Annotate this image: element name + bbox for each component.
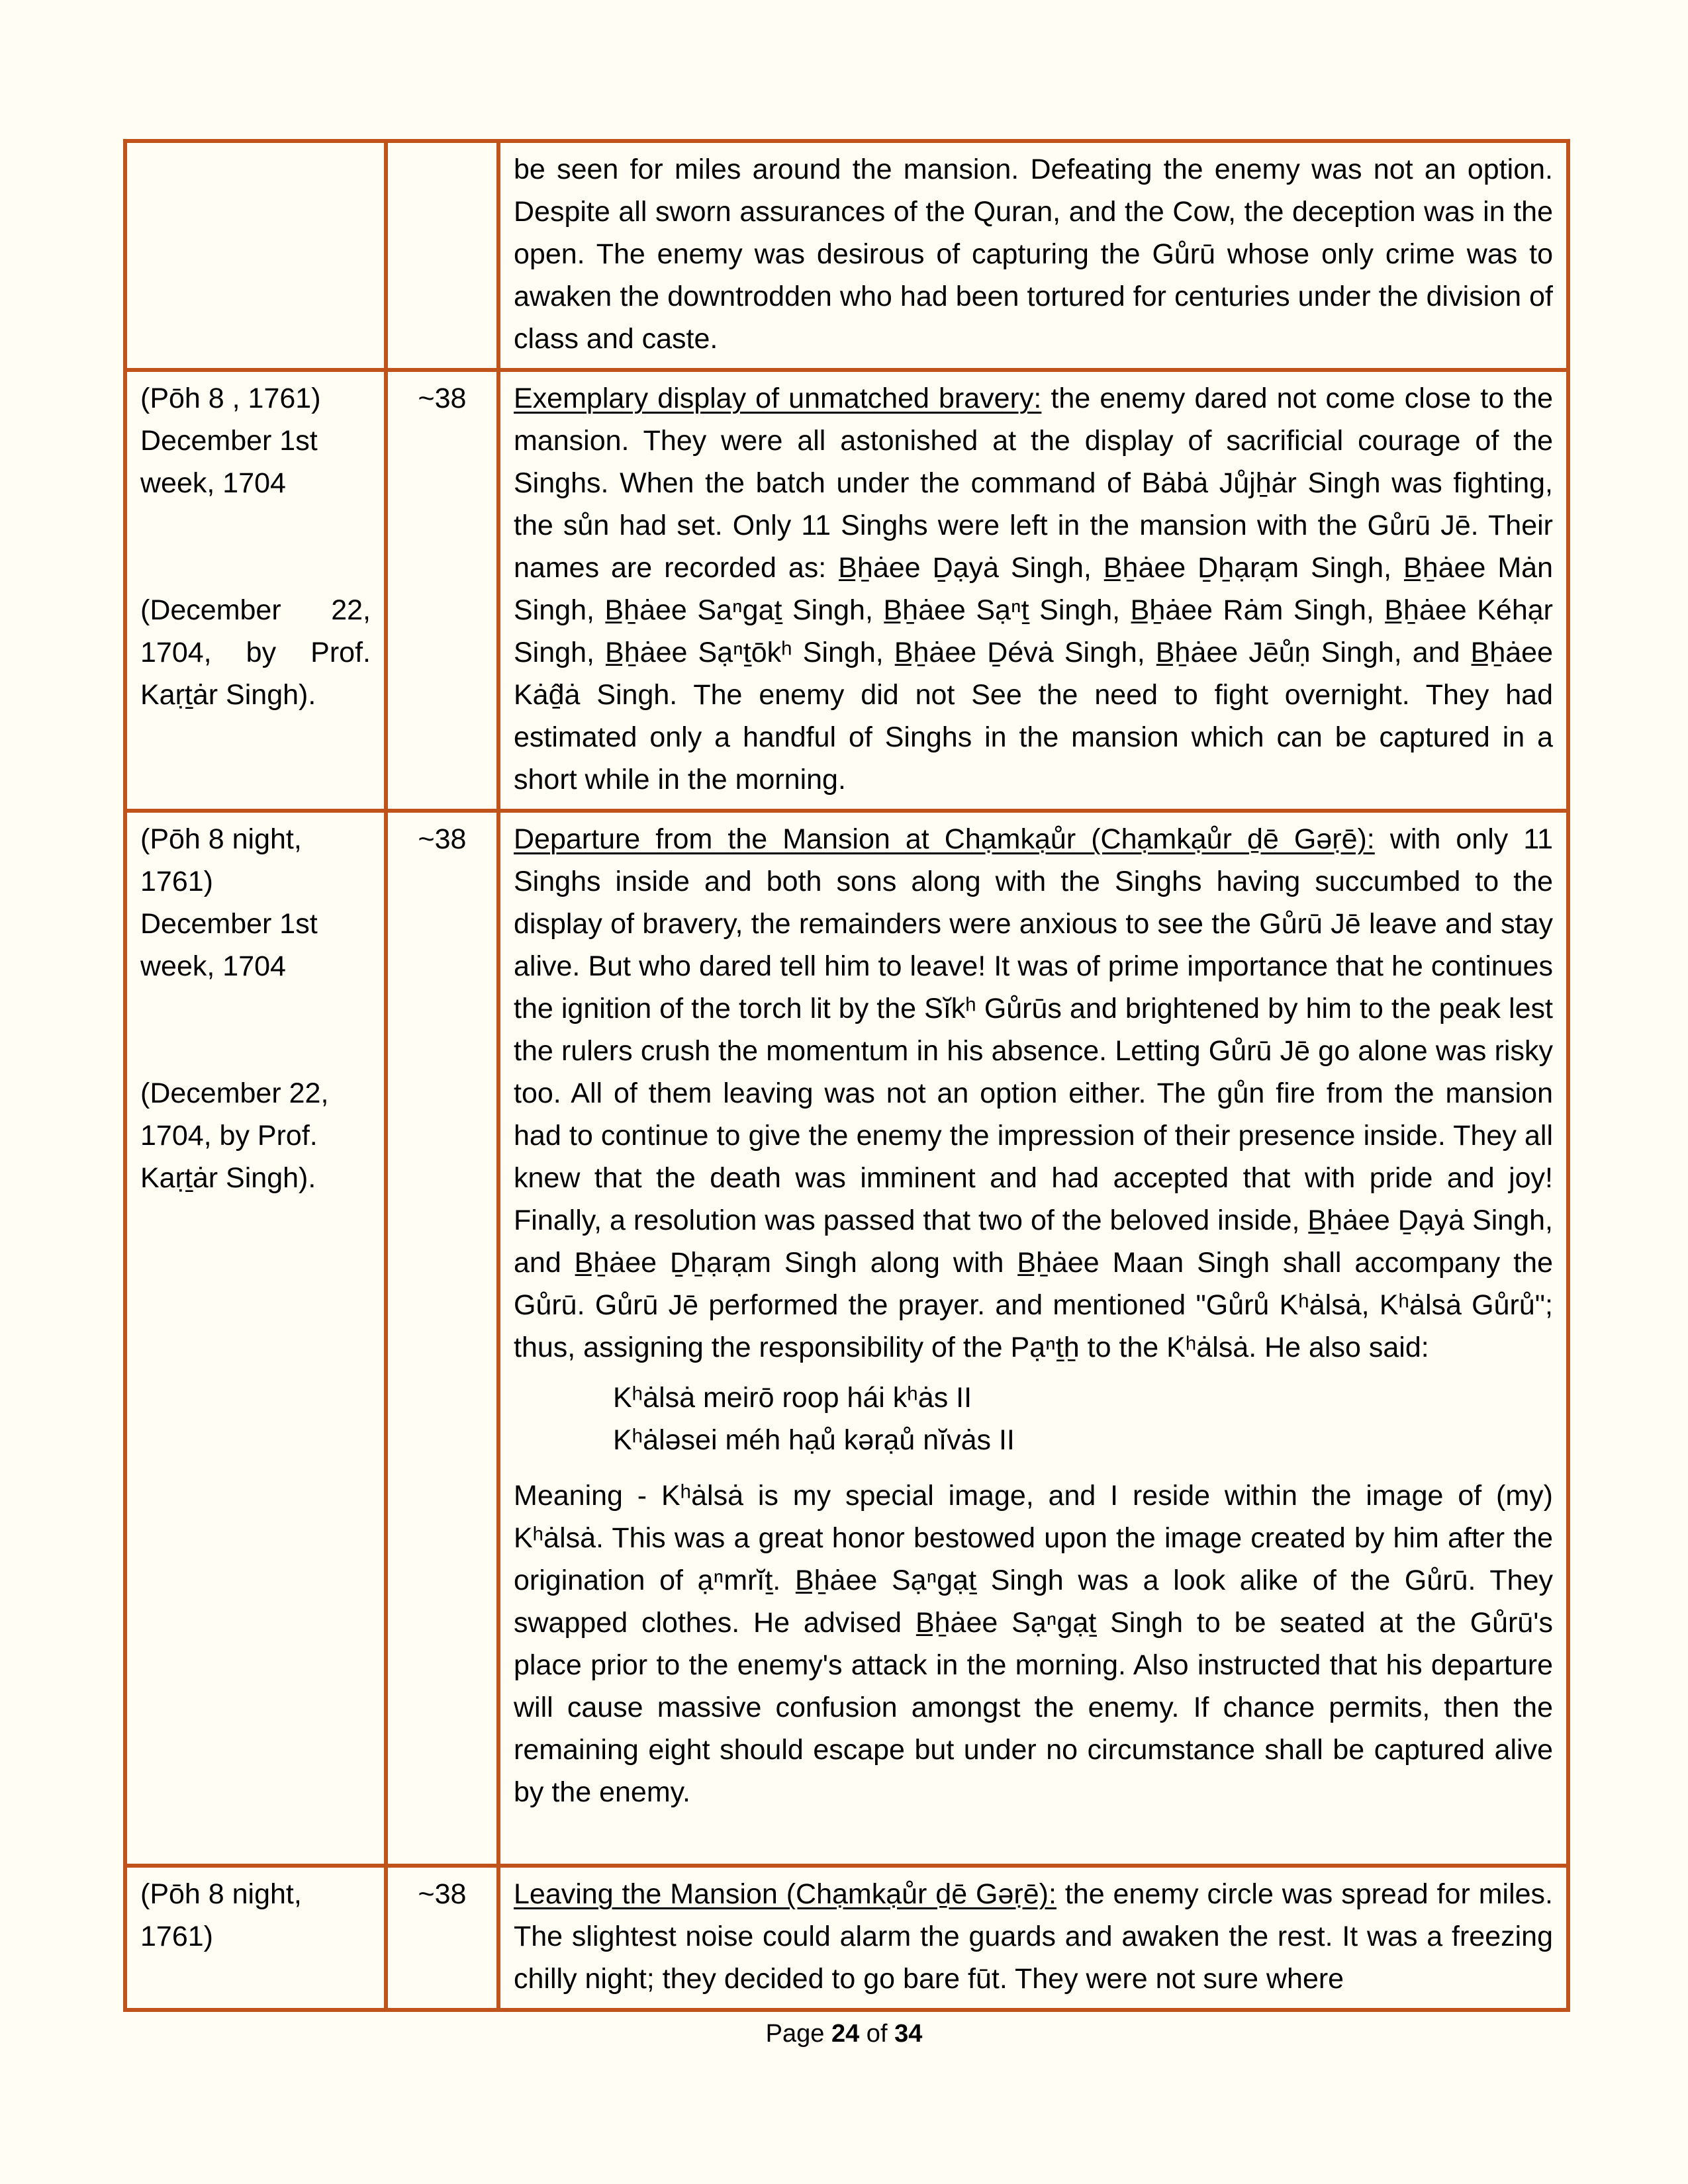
table-row: [125, 811, 1568, 1866]
date-line: 1761): [140, 866, 213, 897]
event-text-cell: [498, 141, 1568, 370]
date-line: December 1st: [140, 908, 318, 940]
date-line: 1761): [140, 1921, 213, 1952]
date-line: 1704, by Prof.: [140, 1120, 318, 1152]
event-text-cell: [498, 1866, 1568, 2010]
event-body-continued: Meaning - Kʰȧlsȧ is my special image, and I reside within the image of (my) Kʰȧlsȧ. This was a great honor bestowed upon the image created by him after the origination of ạⁿmrĭṯ. B̲ẖȧee Sạⁿgạṯ Singh was a look alike of the Gůrū. They swapped clothes. He advised B̲ẖȧee Sạⁿgạṯ Singh to be seated at the Gůrū's place prior to the enemy's attack in the morning. Also instructed that his departure will cause massive confusion amongst the enemy. If chance permits, then the remaining eight should escape but under no circumstance shall be captured alive by the enemy.: [514, 1480, 1553, 1808]
date-line: Kaṛṯȧr Singh).: [140, 1162, 316, 1194]
current-page-number: 24: [831, 2020, 860, 2048]
age-cell: ~38: [386, 811, 498, 1866]
event-body: the enemy circle was spread for miles. The slightest noise could alarm the guards and awaken the rest. It was a freezing chilly night; they decided to go bare fūt. They were not sure where: [514, 1878, 1553, 1995]
timeline-table: [123, 139, 1570, 2012]
event-heading: Departure from the Mansion at Chạmkạůr (Chạmkạůr ḏē Gəṛē):: [514, 823, 1375, 855]
date-line: (Pōh 8 , 1761): [140, 383, 321, 414]
date-source-note: (December 22, 1704, by Prof. Kaṛṯȧr Singh).: [140, 594, 371, 711]
event-body: the enemy dared not come close to the mansion. They were all astonished at the display of sacrificial courage of the Singhs. When the batch under the command of Bȧbȧ Jůjẖȧr Singh was fighting, the sůn had set. Only 11 Singhs were left in the mansion with the Gůrū Jē. Their names are recorded as: B̲ẖȧee Ḏạyȧ Singh, B̲ẖȧee Ḏẖạrạm Singh, B̲ẖȧee Mȧn Singh, B̲ẖȧee Saⁿgaṯ Singh, B̲ẖȧee Sạⁿṯ Singh, B̲ẖȧee Rȧm Singh, B̲ẖȧee Kéhạr Singh, B̲ẖȧee Sạⁿṯōkʰ Singh, B̲ẖȧee Ḏévȧ Singh, B̲ẖȧee Jēůṇ Singh, and B̲ẖȧee Kȧḏ̂ȧ Singh. The enemy did not See the need to fight overnight. They had estimated only a handful of Singhs in the mansion which can be captured in a short while in the morning.: [514, 383, 1553, 796]
age-cell: [386, 141, 498, 370]
event-heading: Leaving the Mansion (Chạmkạůr ḏē Gəṛē):: [514, 1878, 1056, 1910]
total-page-count: 34: [894, 2020, 923, 2048]
page-of-label: of: [859, 2020, 895, 2048]
date-line: (Pōh 8 night,: [140, 823, 302, 855]
table-row: [125, 1866, 1568, 2010]
date-cell: [125, 811, 386, 1866]
event-body: be seen for miles around the mansion. Defeating the enemy was not an option. Despite all sworn assurances of the Quran, and the Cow, the deception was in the open. The enemy was desirous of capturing the Gůrū whose only crime was to awaken the downtrodden who had been tortured for centuries under the division of class and caste.: [514, 154, 1553, 355]
event-text-cell: [498, 811, 1568, 1866]
verse-line: Kʰȧləsei méh hạů kərạů nĭvȧs II: [613, 1424, 1015, 1456]
page-footer: [0, 2020, 1688, 2048]
age-cell: ~38: [386, 370, 498, 811]
age-cell: ~38: [386, 1866, 498, 2010]
date-cell: [125, 141, 386, 370]
date-line: (Pōh 8 night,: [140, 1878, 302, 1910]
event-text-cell: [498, 370, 1568, 811]
event-body: with only 11 Singhs inside and both sons along with the Singhs having succumbed to the display of bravery, the remainders were anxious to see the Gůrū Jē leave and stay alive. But who dared tell him to leave! It was of prime importance that he continues the ignition of the torch lit by the Sĭkʰ Gůrūs and brightened by him to the peak lest the rulers crush the momentum in his absence. Letting Gůrū Jē go alone was risky too. All of them leaving was not an option either. The gůn fire from the mansion had to continue to give the enemy the impression of their presence inside. They all knew that the death was imminent and had accepted that with pride and joy! Finally, a resolution was passed that two of the beloved inside, B̲ẖȧee Ḏạyȧ Singh, and B̲ẖȧee Ḏẖạrạm Singh along with B̲ẖȧee Maan Singh shall accompany the Gůrū. Gůrū Jē performed the prayer. and mentioned "Gůrů Kʰȧlsȧ, Kʰȧlsȧ Gůrů"; thus, assigning the responsibility of the Pạⁿṯẖ to the Kʰȧlsȧ. He also said:: [514, 823, 1554, 1363]
verse-quote: [514, 1377, 1553, 1461]
verse-line: Kʰȧlsȧ meirō roop hái kʰȧs II: [613, 1382, 972, 1414]
table-row: [125, 141, 1568, 370]
table-row: [125, 370, 1568, 811]
date-cell: [125, 370, 386, 811]
date-line: week, 1704: [140, 950, 286, 982]
date-line: (December 22,: [140, 1077, 329, 1109]
page-label: Page: [765, 2020, 831, 2048]
event-heading: Exemplary display of unmatched bravery:: [514, 383, 1042, 414]
date-line: week, 1704: [140, 467, 286, 499]
date-line: December 1st: [140, 425, 318, 457]
date-cell: [125, 1866, 386, 2010]
